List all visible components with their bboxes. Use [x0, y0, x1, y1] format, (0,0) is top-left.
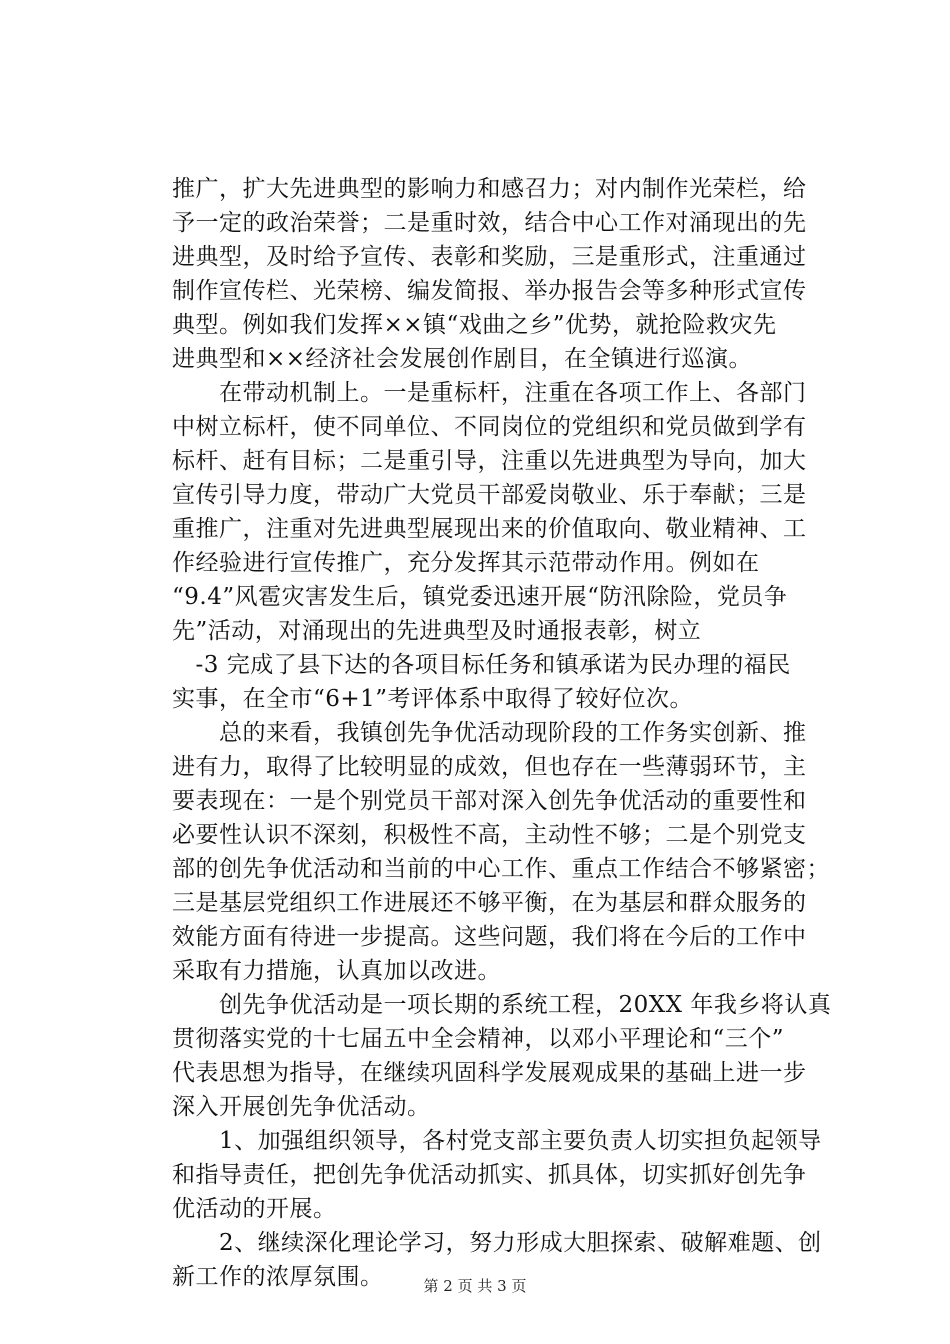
- text-line: 制作宣传栏、光荣榜、编发简报、举办报告会等多种形式宣传: [172, 278, 807, 304]
- text-line: 采取有力措施，认真加以改进。: [172, 958, 501, 984]
- text-line: 典型。例如我们发挥××镇“戏曲之乡”优势，就抢险救灾先: [172, 312, 777, 338]
- text-line: 实事，在全市“6+1”考评体系中取得了较好位次。: [172, 686, 694, 712]
- text-line: 三是基层党组织工作进展还不够平衡，在为基层和群众服务的: [172, 890, 807, 916]
- text-line: 贯彻落实党的十七届五中全会精神，以邓小平理论和“三个”: [172, 1026, 785, 1052]
- document-body: [172, 172, 832, 1294]
- text-line: 进典型和××经济社会发展创作剧目，在全镇进行巡演。: [172, 346, 753, 372]
- text-line: 予一定的政治荣誉；二是重时效，结合中心工作对涌现出的先: [172, 210, 807, 236]
- text-line: 1、加强组织领导，各村党支部主要负责人切实担负起领导: [172, 1128, 822, 1154]
- text-line: 标杆、赶有目标；二是重引导，注重以先进典型为导向，加大: [172, 448, 807, 474]
- text-line: -3 完成了县下达的各项目标任务和镇承诺为民办理的福民: [172, 652, 791, 678]
- text-line: 和指导责任，把创先争优活动抓实、抓具体，切实抓好创先争: [172, 1162, 807, 1188]
- text-line: 作经验进行宣传推广，充分发挥其示范带动作用。例如在: [172, 550, 760, 576]
- text-line: 进有力，取得了比较明显的成效，但也存在一些薄弱环节，主: [172, 754, 807, 780]
- text-line: “9.4”风雹灾害发生后，镇党委迅速开展“防汛除险，党员争: [172, 584, 788, 610]
- text-line: 在带动机制上。一是重标杆，注重在各项工作上、各部门: [172, 380, 807, 406]
- text-line: 进典型，及时给予宣传、表彰和奖励，三是重形式，注重通过: [172, 244, 807, 270]
- page-footer: 第 2 页 共 3 页: [423, 1277, 527, 1295]
- text-line: 创先争优活动是一项长期的系统工程，20XX 年我乡将认真: [172, 992, 832, 1018]
- text-line: 重推广，注重对先进典型展现出来的价值取向、敬业精神、工: [172, 516, 807, 542]
- text-line: 必要性认识不深刻，积极性不高，主动性不够；二是个别党支: [172, 822, 807, 848]
- text-line: 2、继续深化理论学习，努力形成大胆探索、破解难题、创: [172, 1230, 822, 1256]
- text-line: 深入开展创先争优活动。: [172, 1094, 431, 1120]
- text-line: 效能方面有待进一步提高。这些问题，我们将在今后的工作中: [172, 924, 807, 950]
- text-line: 总的来看，我镇创先争优活动现阶段的工作务实创新、推: [172, 720, 807, 746]
- text-line: 代表思想为指导，在继续巩固科学发展观成果的基础上进一步: [172, 1060, 807, 1086]
- text-line: 先”活动，对涌现出的先进典型及时通报表彰，树立: [172, 618, 702, 644]
- text-line: 优活动的开展。: [172, 1196, 337, 1222]
- text-line: 新工作的浓厚氛围。: [172, 1264, 384, 1290]
- text-line: 中树立标杆，使不同单位、不同岗位的党组织和党员做到学有: [172, 414, 807, 440]
- text-line: 宣传引导力度，带动广大党员干部爱岗敬业、乐于奉献；三是: [172, 482, 807, 508]
- text-line: 推广，扩大先进典型的影响力和感召力；对内制作光荣栏，给: [172, 176, 807, 202]
- text-line: 部的创先争优活动和当前的中心工作、重点工作结合不够紧密；: [172, 856, 830, 882]
- text-line: 要表现在：一是个别党员干部对深入创先争优活动的重要性和: [172, 788, 807, 814]
